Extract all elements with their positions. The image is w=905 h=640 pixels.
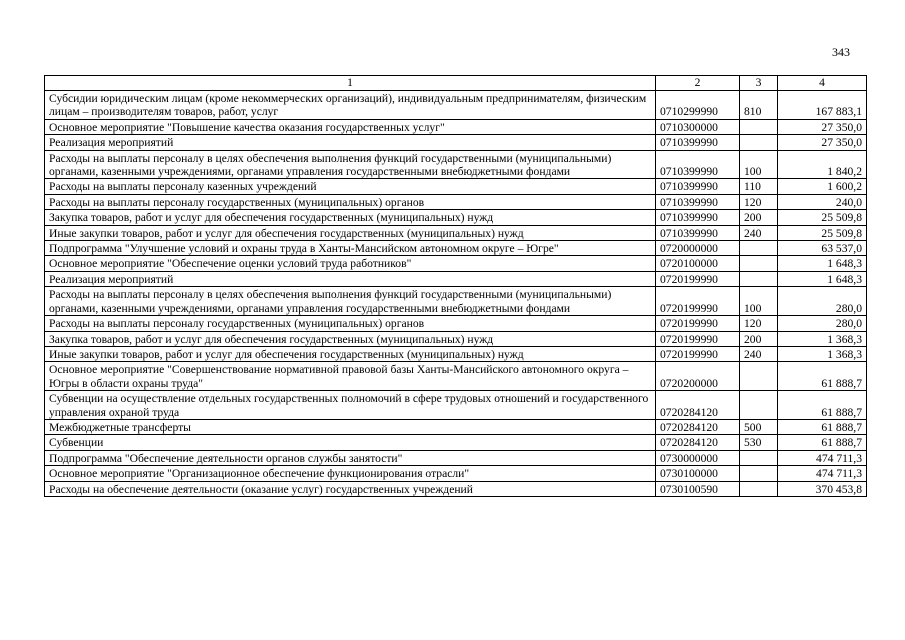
table-row (45, 346, 867, 361)
table-row (45, 435, 867, 450)
row-name: Подпрограмма "Обеспечение деятельности органов службы занятости" (45, 450, 656, 465)
row-type: 120 (740, 316, 778, 331)
row-type (740, 481, 778, 496)
row-name: Иные закупки товаров, работ и услуг для обеспечения государственных (муниципальных) нужд (45, 225, 656, 240)
row-amount: 61 888,7 (778, 391, 867, 420)
row-code: 0710399990 (656, 135, 740, 150)
row-type (740, 466, 778, 481)
header-amount-column: 4 (778, 76, 867, 91)
row-code: 0720100000 (656, 256, 740, 271)
row-code: 0720199990 (656, 287, 740, 316)
row-amount: 61 888,7 (778, 362, 867, 391)
row-type: 200 (740, 210, 778, 225)
row-type (740, 271, 778, 286)
row-name: Субсидии юридическим лицам (кроме некоммерческих организаций), индивидуальным предпринимателям, физическим лицам – производителям товаров, работ, услуг (45, 91, 656, 120)
table-row (45, 331, 867, 346)
row-name: Закупка товаров, работ и услуг для обеспечения государственных (муниципальных) нужд (45, 331, 656, 346)
row-amount: 25 509,8 (778, 210, 867, 225)
row-code: 0710399990 (656, 210, 740, 225)
row-name: Основное мероприятие "Обеспечение оценки условий труда работников" (45, 256, 656, 271)
row-name: Основное мероприятие "Организационное обеспечение функционирования отрасли" (45, 466, 656, 481)
row-amount: 27 350,0 (778, 119, 867, 134)
row-name: Расходы на выплаты персоналу государственных (муниципальных) органов (45, 194, 656, 209)
row-name: Расходы на выплаты персоналу казенных учреждений (45, 179, 656, 194)
row-amount: 1 600,2 (778, 179, 867, 194)
row-amount: 1 648,3 (778, 256, 867, 271)
row-amount: 1 648,3 (778, 271, 867, 286)
row-type: 100 (740, 150, 778, 179)
row-type (740, 256, 778, 271)
table-row (45, 135, 867, 150)
row-type: 530 (740, 435, 778, 450)
row-code: 0710299990 (656, 91, 740, 120)
row-code: 0730100590 (656, 481, 740, 496)
row-type (740, 362, 778, 391)
row-amount: 61 888,7 (778, 435, 867, 450)
budget-table (44, 75, 867, 497)
page-number: 343 (832, 45, 850, 59)
table-row (45, 194, 867, 209)
row-code: 0720284120 (656, 391, 740, 420)
row-amount: 474 711,3 (778, 466, 867, 481)
header-type-column: 3 (740, 76, 778, 91)
row-type: 110 (740, 179, 778, 194)
row-type: 240 (740, 225, 778, 240)
row-type (740, 391, 778, 420)
row-name: Расходы на обеспечение деятельности (оказание услуг) государственных учреждений (45, 481, 656, 496)
row-name: Субвенции (45, 435, 656, 450)
row-amount: 63 537,0 (778, 241, 867, 256)
row-type: 240 (740, 346, 778, 361)
row-code: 0730000000 (656, 450, 740, 465)
row-code: 0720199990 (656, 316, 740, 331)
row-type (740, 119, 778, 134)
row-name: Расходы на выплаты персоналу государственных (муниципальных) органов (45, 316, 656, 331)
row-type: 200 (740, 331, 778, 346)
row-code: 0710399990 (656, 150, 740, 179)
header-code-column: 2 (656, 76, 740, 91)
table-row (45, 271, 867, 286)
table-row (45, 256, 867, 271)
table-row (45, 179, 867, 194)
table-row (45, 362, 867, 391)
row-code: 0720284120 (656, 419, 740, 434)
row-name: Подпрограмма "Улучшение условий и охраны труда в Ханты-Мансийском автономном округе – Югре" (45, 241, 656, 256)
row-name: Основное мероприятие "Повышение качества оказания государственных услуг" (45, 119, 656, 134)
row-name: Расходы на выплаты персоналу в целях обеспечения выполнения функций государственными (муниципальными) органами, казенными учреждениями, органами управления государственными внебюджетными фондами (45, 287, 656, 316)
row-name: Расходы на выплаты персоналу в целях обеспечения выполнения функций государственными (муниципальными) органами, казенными учреждениями, органами управления государственными внебюджетными фондами (45, 150, 656, 179)
row-code: 0720199990 (656, 271, 740, 286)
row-type: 100 (740, 287, 778, 316)
row-amount: 474 711,3 (778, 450, 867, 465)
row-amount: 25 509,8 (778, 225, 867, 240)
row-type: 500 (740, 419, 778, 434)
table-row (45, 119, 867, 134)
table-row (45, 466, 867, 481)
row-code: 0720284120 (656, 435, 740, 450)
row-amount: 167 883,1 (778, 91, 867, 120)
table-row (45, 225, 867, 240)
table-row (45, 481, 867, 496)
row-code: 0710399990 (656, 179, 740, 194)
row-amount: 61 888,7 (778, 419, 867, 434)
row-code: 0720000000 (656, 241, 740, 256)
row-amount: 370 453,8 (778, 481, 867, 496)
row-code: 0720200000 (656, 362, 740, 391)
row-type (740, 241, 778, 256)
row-amount: 240,0 (778, 194, 867, 209)
row-name: Реализация мероприятий (45, 135, 656, 150)
table-row (45, 450, 867, 465)
row-code: 0720199990 (656, 331, 740, 346)
row-type (740, 135, 778, 150)
header-row (45, 76, 867, 91)
header-name-column: 1 (45, 76, 656, 91)
row-code: 0710300000 (656, 119, 740, 134)
row-type: 120 (740, 194, 778, 209)
row-amount: 1 368,3 (778, 346, 867, 361)
table-body (45, 91, 867, 497)
row-type (740, 450, 778, 465)
row-name: Межбюджетные трансферты (45, 419, 656, 434)
row-code: 0710399990 (656, 225, 740, 240)
row-amount: 280,0 (778, 316, 867, 331)
table-row (45, 150, 867, 179)
table-row (45, 287, 867, 316)
row-amount: 1 368,3 (778, 331, 867, 346)
row-name: Иные закупки товаров, работ и услуг для обеспечения государственных (муниципальных) нужд (45, 346, 656, 361)
row-code: 0720199990 (656, 346, 740, 361)
row-amount: 1 840,2 (778, 150, 867, 179)
row-amount: 27 350,0 (778, 135, 867, 150)
row-code: 0730100000 (656, 466, 740, 481)
row-name: Закупка товаров, работ и услуг для обеспечения государственных (муниципальных) нужд (45, 210, 656, 225)
table-row (45, 210, 867, 225)
row-type: 810 (740, 91, 778, 120)
row-name: Основное мероприятие "Совершенствование нормативной правовой базы Ханты-Мансийского автономного округа – Югры в области охраны труда" (45, 362, 656, 391)
table-row (45, 419, 867, 434)
row-amount: 280,0 (778, 287, 867, 316)
table-row (45, 316, 867, 331)
table-row (45, 241, 867, 256)
table-row (45, 391, 867, 420)
table-row (45, 91, 867, 120)
row-code: 0710399990 (656, 194, 740, 209)
row-name: Реализация мероприятий (45, 271, 656, 286)
row-name: Субвенции на осуществление отдельных государственных полномочий в сфере трудовых отношений и государственного управления охраной труда (45, 391, 656, 420)
